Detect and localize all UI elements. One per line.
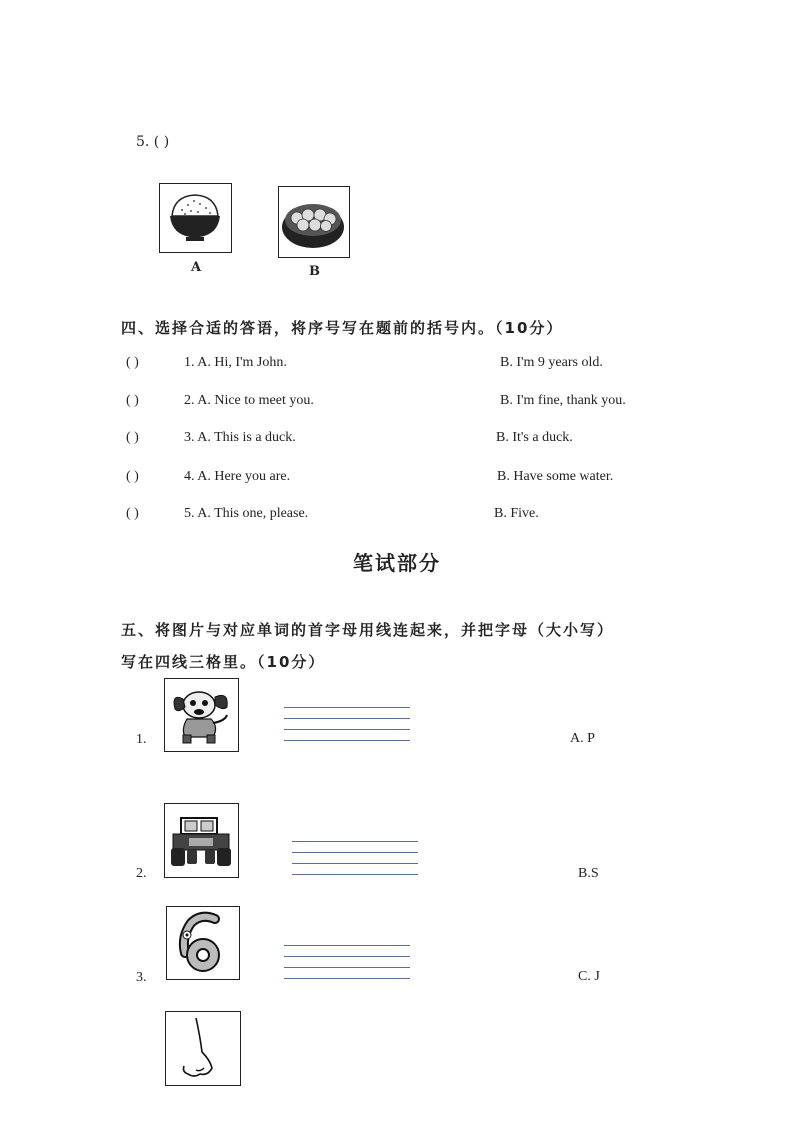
section-5-heading-line1: 五、将图片与对应单词的首字母用线连起来，并把字母（大小写） bbox=[121, 621, 615, 639]
item-3-number: 3. bbox=[136, 970, 147, 985]
answer-blank[interactable]: ( ) bbox=[126, 355, 139, 370]
option-a-text: 3. A. This is a duck. bbox=[184, 430, 296, 445]
match-letter-a[interactable]: A. P bbox=[570, 731, 595, 746]
option-a-text: 2. A. Nice to meet you. bbox=[184, 393, 314, 408]
option-b-text: B. I'm 9 years old. bbox=[500, 355, 603, 370]
item-1-number: 1. bbox=[136, 732, 147, 747]
match-letter-b[interactable]: B.S bbox=[578, 866, 599, 881]
rice-bowl-picture bbox=[159, 183, 232, 253]
option-b-text: B. I'm fine, thank you. bbox=[500, 393, 626, 408]
jeep-icon bbox=[165, 804, 237, 876]
option-a-text: 1. A. Hi, I'm John. bbox=[184, 355, 287, 370]
match-letter-c[interactable]: C. J bbox=[578, 969, 600, 984]
option-a-text: 5. A. This one, please. bbox=[184, 506, 309, 521]
answer-row bbox=[126, 355, 603, 371]
rice-bowl-icon bbox=[160, 184, 230, 251]
option-a-label: A bbox=[191, 260, 202, 275]
nose-picture[interactable] bbox=[165, 1011, 241, 1086]
buns-picture bbox=[278, 186, 350, 258]
section-4-heading: 四、选择合适的答语，将序号写在题前的括号内。（10分） bbox=[121, 319, 564, 337]
jeep-picture[interactable] bbox=[164, 803, 239, 878]
answer-row bbox=[126, 469, 614, 485]
answer-row bbox=[126, 430, 573, 446]
nose-icon bbox=[166, 1012, 239, 1084]
dog-picture[interactable] bbox=[164, 678, 239, 752]
item-2-number: 2. bbox=[136, 866, 147, 881]
answer-row bbox=[126, 506, 539, 522]
answer-row bbox=[126, 393, 626, 409]
four-line-grid[interactable] bbox=[284, 945, 410, 979]
number-six-icon bbox=[167, 907, 238, 978]
answer-blank[interactable]: ( ) bbox=[126, 469, 139, 484]
answer-blank[interactable]: ( ) bbox=[126, 506, 139, 521]
option-b-text: B. Five. bbox=[494, 506, 539, 521]
answer-blank[interactable]: ( ) bbox=[126, 393, 139, 408]
option-b-text: B. Have some water. bbox=[497, 469, 614, 484]
section-5-heading-line2: 写在四线三格里。（10分） bbox=[121, 653, 326, 671]
steamed-buns-icon bbox=[279, 187, 348, 256]
option-a-text: 4. A. Here you are. bbox=[184, 469, 291, 484]
dog-icon bbox=[165, 679, 237, 750]
answer-blank[interactable]: ( ) bbox=[126, 430, 139, 445]
question-5-label: 5. ( ) bbox=[136, 134, 170, 150]
written-part-title: 笔试部分 bbox=[353, 551, 441, 575]
four-line-grid[interactable] bbox=[284, 707, 410, 741]
six-picture[interactable] bbox=[166, 906, 240, 980]
option-b-text: B. It's a duck. bbox=[496, 430, 573, 445]
four-line-grid[interactable] bbox=[292, 841, 418, 875]
option-b-label: B bbox=[309, 264, 320, 279]
